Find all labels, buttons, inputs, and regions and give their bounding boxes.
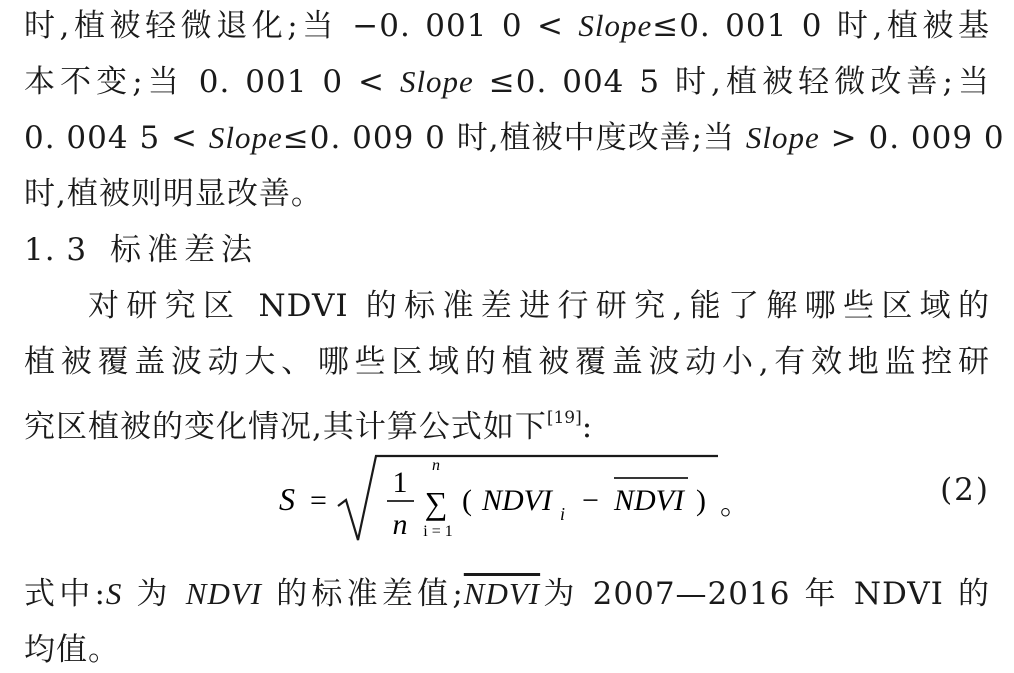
- eq-mean-ndvi: NDVI: [614, 484, 684, 517]
- section-heading: [24, 230, 990, 270]
- mean-ndvi-symbol: NDVI: [463, 576, 541, 611]
- sum-symbol: ∑: [424, 485, 448, 521]
- eq-equals: =: [310, 484, 327, 517]
- sum-upper-limit: n: [432, 457, 440, 474]
- eq-end-mark: 。: [720, 488, 750, 521]
- equation-2: [24, 448, 990, 553]
- eq-subscript-i: i: [560, 504, 566, 524]
- para2-line3: 究区植被的变化情况,其计算公式如下[19]:: [24, 408, 594, 445]
- fraction-numerator: 1: [392, 466, 408, 499]
- eq-open-paren: (: [462, 484, 472, 517]
- eq-term-ndvi: NDVI: [482, 484, 552, 517]
- section-title: 标准差法: [110, 232, 258, 268]
- para3-line1: 式中:S 为 NDVI 的标准差值;NDVI为 2007—2016 年 NDVI 的: [24, 576, 990, 612]
- citation-ref[interactable]: [19]: [546, 408, 582, 428]
- eq-close-paren: ): [696, 484, 706, 517]
- fraction-denominator: n: [392, 508, 408, 541]
- para2-line1: 对研究区 NDVI 的标准差进行研究,能了解哪些区域的: [88, 288, 990, 324]
- para1-line3: 0. 004 5 < Slope≤0. 009 0 时,植被中度改善;当 Slope > 0. 009 0: [24, 120, 1005, 156]
- para2-line2: 植被覆盖波动大、哪些区域的植被覆盖波动小,有效地监控研: [24, 344, 990, 380]
- equation-number: (2): [940, 472, 990, 508]
- para1-line4: 时,植被则明显改善。: [24, 176, 323, 212]
- section-number: 1. 3: [24, 232, 88, 268]
- para3-line2: 均值。: [24, 632, 120, 668]
- para1-line1: 时,植被轻微退化;当 −0. 001 0 < Slope≤0. 001 0 时,植被基: [24, 8, 990, 44]
- para1-line2: 本不变;当 0. 001 0 < Slope ≤0. 004 5 时,植被轻微改善;当: [24, 64, 990, 100]
- eq-lhs: S: [279, 481, 295, 517]
- sum-lower-limit: i = 1: [423, 523, 453, 540]
- eq-minus: −: [582, 484, 599, 517]
- equation-svg: [24, 448, 990, 553]
